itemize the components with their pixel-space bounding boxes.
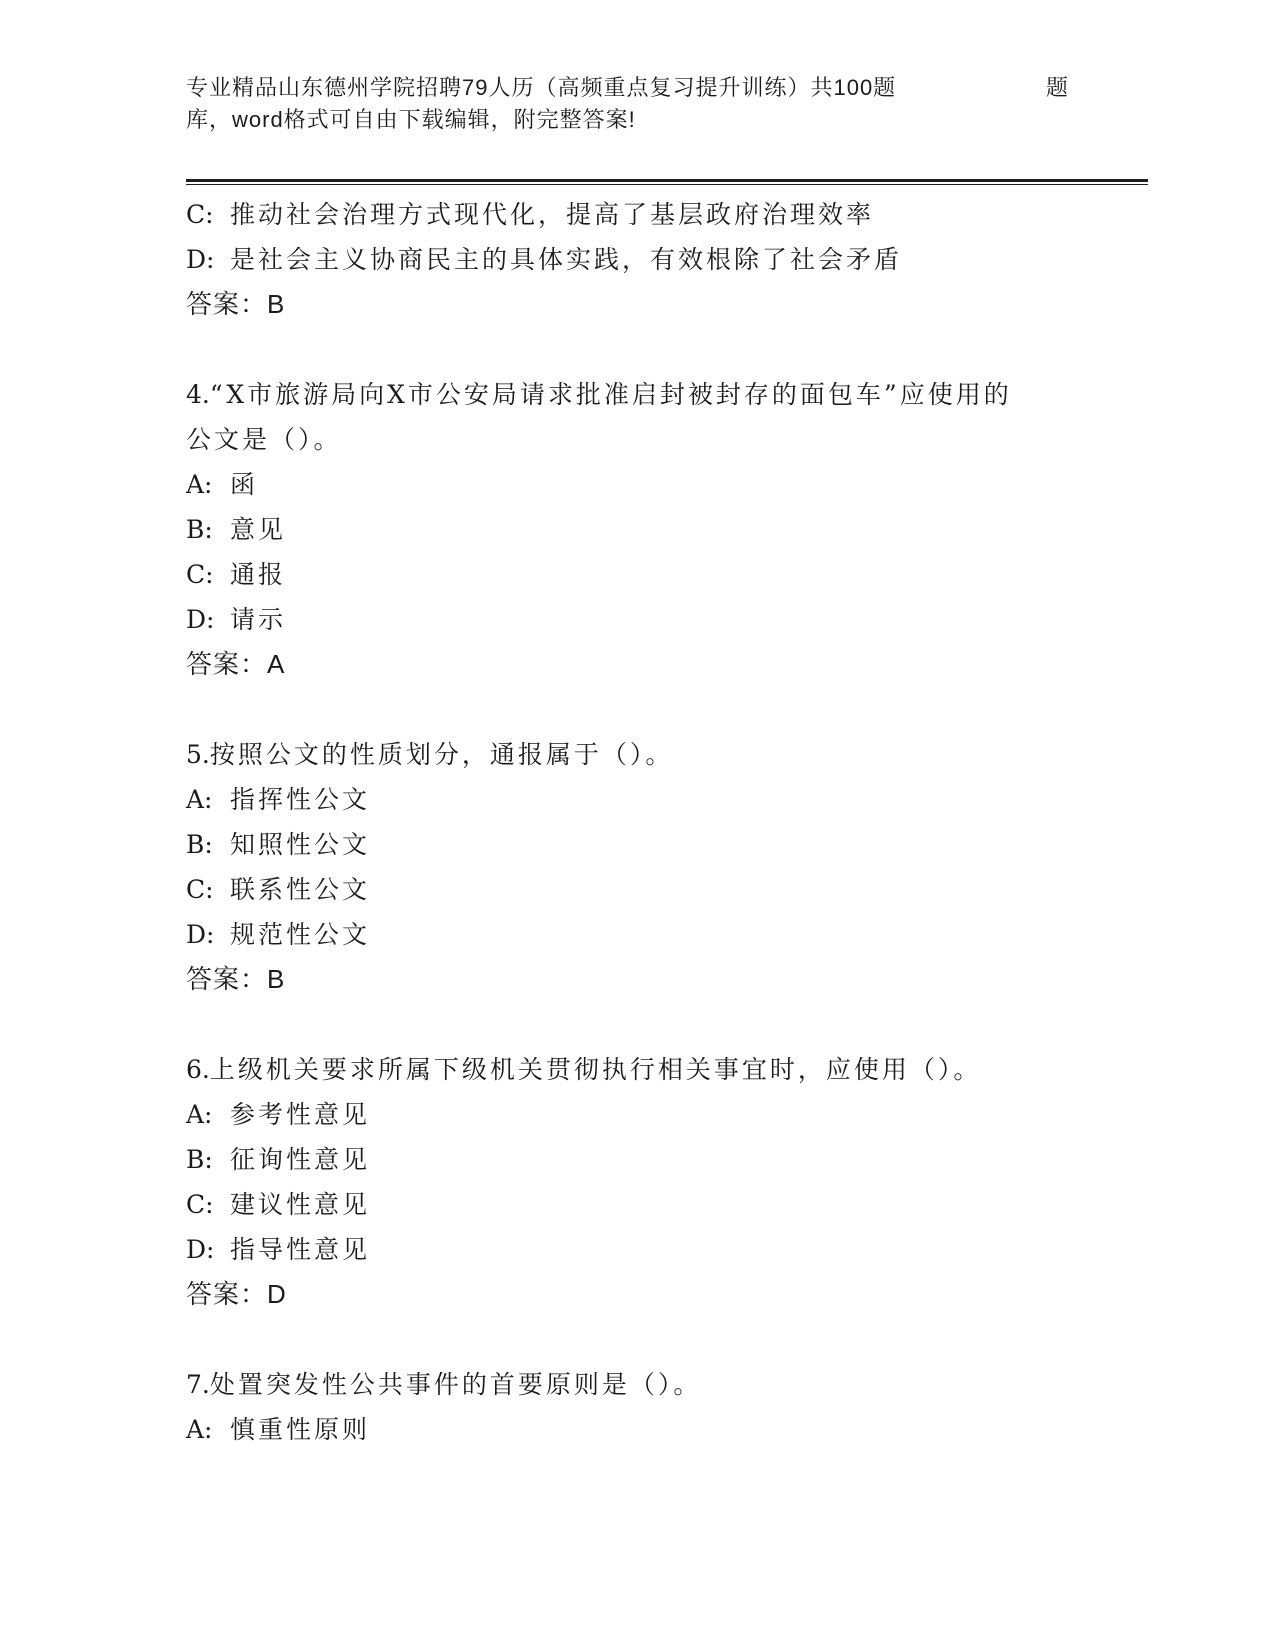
option-letter: B: — [186, 830, 213, 859]
option-text: 请示 — [230, 605, 287, 634]
question-number: 6. — [186, 1055, 210, 1084]
question-5 — [186, 732, 1126, 1002]
option-c — [186, 552, 1126, 597]
option-text: 参考性意见 — [230, 1100, 371, 1129]
answer-line: 答案：A — [186, 649, 286, 679]
answer-line: 答案：B — [186, 964, 286, 994]
document-header — [186, 72, 1086, 136]
question-stem — [186, 732, 1126, 777]
option-d — [186, 237, 1126, 282]
header-title-line-1: 专业精品山东德州学院招聘79人历（高频重点复习提升训练）共100题 — [186, 75, 897, 100]
header-title-line-1-tail: 题 — [1046, 75, 1070, 100]
question-3 — [186, 192, 1126, 327]
header-title-line-2: 库，word格式可自由下载编辑，附完整答案! — [186, 107, 636, 132]
header-divider-thin — [186, 184, 1148, 185]
header-divider-thick — [186, 179, 1148, 182]
option-letter: C: — [186, 200, 214, 229]
option-d — [186, 1227, 1126, 1272]
option-c — [186, 1182, 1126, 1227]
option-text: 规范性公文 — [230, 920, 371, 949]
option-letter: A: — [186, 470, 213, 499]
question-text: 按照公文的性质划分，通报属于（）。 — [209, 740, 674, 769]
option-letter: C: — [186, 1190, 214, 1219]
option-d — [186, 912, 1126, 957]
question-stem-line-1 — [186, 372, 1126, 417]
spacer — [186, 1002, 1126, 1047]
option-letter: A: — [186, 1100, 213, 1129]
option-letter: C: — [186, 560, 214, 589]
option-letter: A: — [186, 785, 213, 814]
option-text: 指挥性公文 — [230, 785, 371, 814]
option-a — [186, 1092, 1126, 1137]
question-text: “X市旅游局向X市公安局请求批准启封被封存的面包车”应使用的 — [209, 380, 1012, 409]
question-content — [186, 192, 1126, 1452]
option-c — [186, 192, 1126, 237]
option-text: 推动社会治理方式现代化，提高了基层政府治理效率 — [230, 200, 875, 229]
option-text: 是社会主义协商民主的具体实践，有效根除了社会矛盾 — [230, 245, 903, 274]
option-letter: D: — [186, 1235, 215, 1264]
option-letter: B: — [186, 515, 213, 544]
option-text: 指导性意见 — [230, 1235, 371, 1264]
option-letter: A: — [186, 1415, 213, 1444]
option-d — [186, 597, 1126, 642]
question-text: 上级机关要求所属下级机关贯彻执行相关事宜时，应使用（）。 — [209, 1055, 982, 1084]
option-text: 征询性意见 — [230, 1145, 371, 1174]
option-text: 函 — [230, 470, 259, 499]
answer-line: 答案：D — [186, 1279, 287, 1309]
question-4 — [186, 372, 1126, 687]
question-number: 4. — [186, 380, 210, 409]
option-letter: D: — [186, 605, 215, 634]
question-number: 5. — [186, 740, 210, 769]
question-stem — [186, 1047, 1126, 1092]
option-b — [186, 822, 1126, 867]
option-a — [186, 1407, 1126, 1452]
spacer — [186, 327, 1126, 372]
option-text: 知照性公文 — [230, 830, 371, 859]
option-c — [186, 867, 1126, 912]
question-number: 7. — [186, 1370, 210, 1399]
option-b — [186, 507, 1126, 552]
option-text: 建议性意见 — [230, 1190, 371, 1219]
option-text: 通报 — [230, 560, 287, 589]
option-b — [186, 1137, 1126, 1182]
question-6 — [186, 1047, 1126, 1317]
option-letter: C: — [186, 875, 214, 904]
option-text: 联系性公文 — [230, 875, 371, 904]
option-letter: D: — [186, 245, 215, 274]
question-stem-line-2: 公文是（）。 — [186, 425, 342, 454]
question-stem — [186, 1362, 1126, 1407]
option-a — [186, 462, 1126, 507]
option-text: 意见 — [230, 515, 287, 544]
option-text: 慎重性原则 — [230, 1415, 371, 1444]
spacer — [186, 1317, 1126, 1362]
option-letter: B: — [186, 1145, 213, 1174]
option-a — [186, 777, 1126, 822]
option-letter: D: — [186, 920, 215, 949]
question-7 — [186, 1362, 1126, 1452]
answer-line: 答案：B — [186, 289, 286, 319]
question-text: 处置突发性公共事件的首要原则是（）。 — [209, 1370, 702, 1399]
spacer — [186, 687, 1126, 732]
